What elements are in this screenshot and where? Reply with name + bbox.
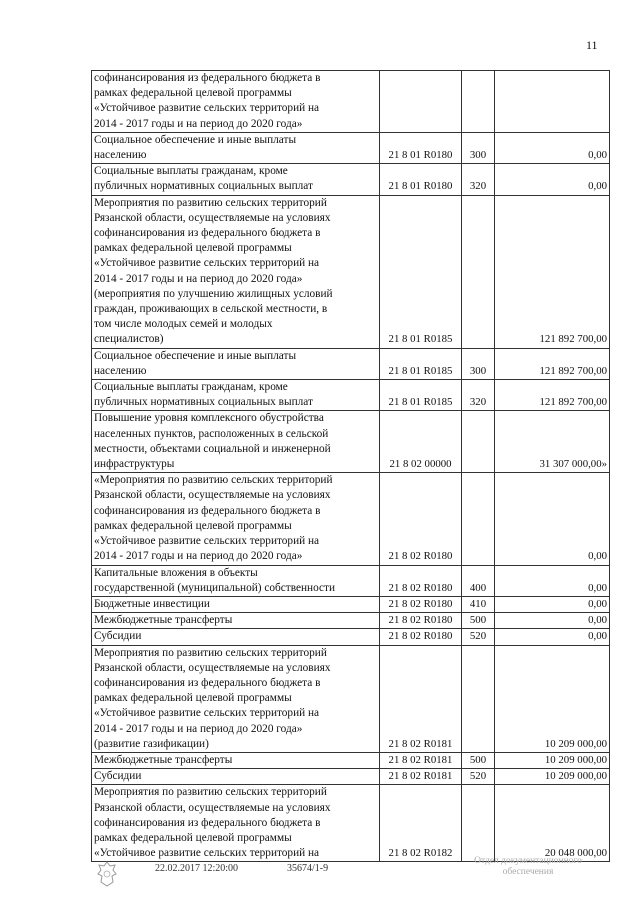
cell-amount: 10 209 000,00 xyxy=(495,752,610,768)
cell-name: Повышение уровня комплексного обустройства населенных пунктов, расположенных в сельской местности, объектами социальной и инженерной инфраструктуры xyxy=(92,411,380,473)
cell-amount: 0,00 xyxy=(495,613,610,629)
cell-target-code: 21 8 02 R0180 xyxy=(380,629,462,645)
table-row xyxy=(92,752,610,768)
cell-name: Капитальные вложения в объекты государственной (муниципальной) собственности xyxy=(92,565,380,596)
cell-expense-type xyxy=(462,195,495,348)
cell-target-code xyxy=(380,71,462,133)
cell-name: Межбюджетные трансферты xyxy=(92,613,380,629)
table-row xyxy=(92,164,610,195)
cell-name: Социальные выплаты гражданам, кроме публичных нормативных социальных выплат xyxy=(92,164,380,195)
cell-name: «Мероприятия по развитию сельских территорий Рязанской области, осуществляемые на условиях софинансирования из федерального бюджета в рамках федеральной целевой программы «Устойчивое развитие сельских территорий на 2014 - 2017 годы и на период до 2020 года» xyxy=(92,473,380,565)
table-row xyxy=(92,411,610,473)
cell-expense-type: 520 xyxy=(462,629,495,645)
cell-target-code: 21 8 02 R0180 xyxy=(380,473,462,565)
cell-target-code: 21 8 01 R0185 xyxy=(380,195,462,348)
table-row xyxy=(92,195,610,348)
footer-doc-number: 35674/1-9 xyxy=(287,863,329,874)
cell-target-code: 21 8 02 R0181 xyxy=(380,769,462,785)
cell-expense-type xyxy=(462,71,495,133)
cell-expense-type: 320 xyxy=(462,380,495,411)
cell-name: Субсидии xyxy=(92,769,380,785)
table-row xyxy=(92,629,610,645)
table-row xyxy=(92,645,610,752)
cell-name: Социальное обеспечение и иные выплаты населению xyxy=(92,348,380,379)
cell-expense-type: 400 xyxy=(462,565,495,596)
budget-table-body xyxy=(92,71,610,862)
cell-expense-type xyxy=(462,645,495,752)
cell-amount: 20 048 000,00 xyxy=(495,785,610,862)
cell-expense-type xyxy=(462,411,495,473)
cell-amount: 0,00 xyxy=(495,132,610,163)
cell-amount: 0,00 xyxy=(495,596,610,612)
table-row xyxy=(92,348,610,379)
cell-target-code: 21 8 02 R0182 xyxy=(380,785,462,862)
cell-target-code: 21 8 02 00000 xyxy=(380,411,462,473)
cell-expense-type xyxy=(462,785,495,862)
footer-date: 22.02.2017 12:20:00 xyxy=(155,863,239,874)
cell-target-code: 21 8 02 R0180 xyxy=(380,596,462,612)
page-number: 11 xyxy=(586,38,598,52)
cell-expense-type: 410 xyxy=(462,596,495,612)
cell-amount: 0,00 xyxy=(495,565,610,596)
cell-name: Субсидии xyxy=(92,629,380,645)
cell-expense-type: 500 xyxy=(462,752,495,768)
cell-expense-type: 300 xyxy=(462,132,495,163)
cell-name: Мероприятия по развитию сельских территорий Рязанской области, осуществляемые на условиях софинансирования из федерального бюджета в рамках федеральной целевой программы «Устойчивое развитие сельских территорий на xyxy=(92,785,380,862)
cell-expense-type xyxy=(462,473,495,565)
cell-amount: 0,00 xyxy=(495,164,610,195)
table-row xyxy=(92,132,610,163)
cell-target-code: 21 8 02 R0180 xyxy=(380,613,462,629)
table-row xyxy=(92,769,610,785)
budget-table xyxy=(91,70,610,862)
cell-expense-type: 520 xyxy=(462,769,495,785)
table-row xyxy=(92,473,610,565)
cell-name: Мероприятия по развитию сельских территорий Рязанской области, осуществляемые на условиях софинансирования из федерального бюджета в рамках федеральной целевой программы «Устойчивое развитие сельских территорий на 2014 - 2017 годы и на период до 2020 года» (мероприятия по улучшению жилищных условий граждан, проживающих в сельской местности, в том числе молодых семей и молодых специалистов) xyxy=(92,195,380,348)
page-footer xyxy=(0,856,640,899)
table-row xyxy=(92,71,610,133)
table-row xyxy=(92,380,610,411)
cell-name: Бюджетные инвестиции xyxy=(92,596,380,612)
coat-of-arms-icon xyxy=(96,861,118,887)
cell-name: Социальные выплаты гражданам, кроме публичных нормативных социальных выплат xyxy=(92,380,380,411)
cell-amount: 10 209 000,00 xyxy=(495,645,610,752)
cell-target-code: 21 8 01 R0180 xyxy=(380,132,462,163)
cell-amount: 31 307 000,00» xyxy=(495,411,610,473)
cell-amount: 121 892 700,00 xyxy=(495,348,610,379)
cell-target-code: 21 8 01 R0185 xyxy=(380,348,462,379)
cell-target-code: 21 8 02 R0180 xyxy=(380,565,462,596)
cell-target-code: 21 8 02 R0181 xyxy=(380,645,462,752)
cell-amount: 0,00 xyxy=(495,473,610,565)
stamp-line: обеспечения xyxy=(502,867,554,877)
cell-expense-type: 500 xyxy=(462,613,495,629)
department-stamp xyxy=(448,856,608,878)
table-row xyxy=(92,565,610,596)
cell-expense-type: 320 xyxy=(462,164,495,195)
cell-expense-type: 300 xyxy=(462,348,495,379)
cell-target-code: 21 8 01 R0180 xyxy=(380,164,462,195)
cell-name: Мероприятия по развитию сельских территорий Рязанской области, осуществляемые на условиях софинансирования из федерального бюджета в рамках федеральной целевой программы «Устойчивое развитие сельских территорий на 2014 - 2017 годы и на период до 2020 года» (развитие газификации) xyxy=(92,645,380,752)
cell-amount: 0,00 xyxy=(495,629,610,645)
cell-name: Социальное обеспечение и иные выплаты населению xyxy=(92,132,380,163)
cell-amount: 121 892 700,00 xyxy=(495,195,610,348)
cell-amount: 121 892 700,00 xyxy=(495,380,610,411)
cell-target-code: 21 8 01 R0185 xyxy=(380,380,462,411)
table-row xyxy=(92,785,610,862)
cell-amount: 10 209 000,00 xyxy=(495,769,610,785)
cell-amount xyxy=(495,71,610,133)
cell-name: софинансирования из федерального бюджета в рамках федеральной целевой программы «Устойчивое развитие сельских территорий на 2014 - 2017 годы и на период до 2020 года» xyxy=(92,71,380,133)
stamp-line: Отдел документационного xyxy=(474,856,582,866)
cell-target-code: 21 8 02 R0181 xyxy=(380,752,462,768)
table-row xyxy=(92,613,610,629)
cell-name: Межбюджетные трансферты xyxy=(92,752,380,768)
table-row xyxy=(92,596,610,612)
